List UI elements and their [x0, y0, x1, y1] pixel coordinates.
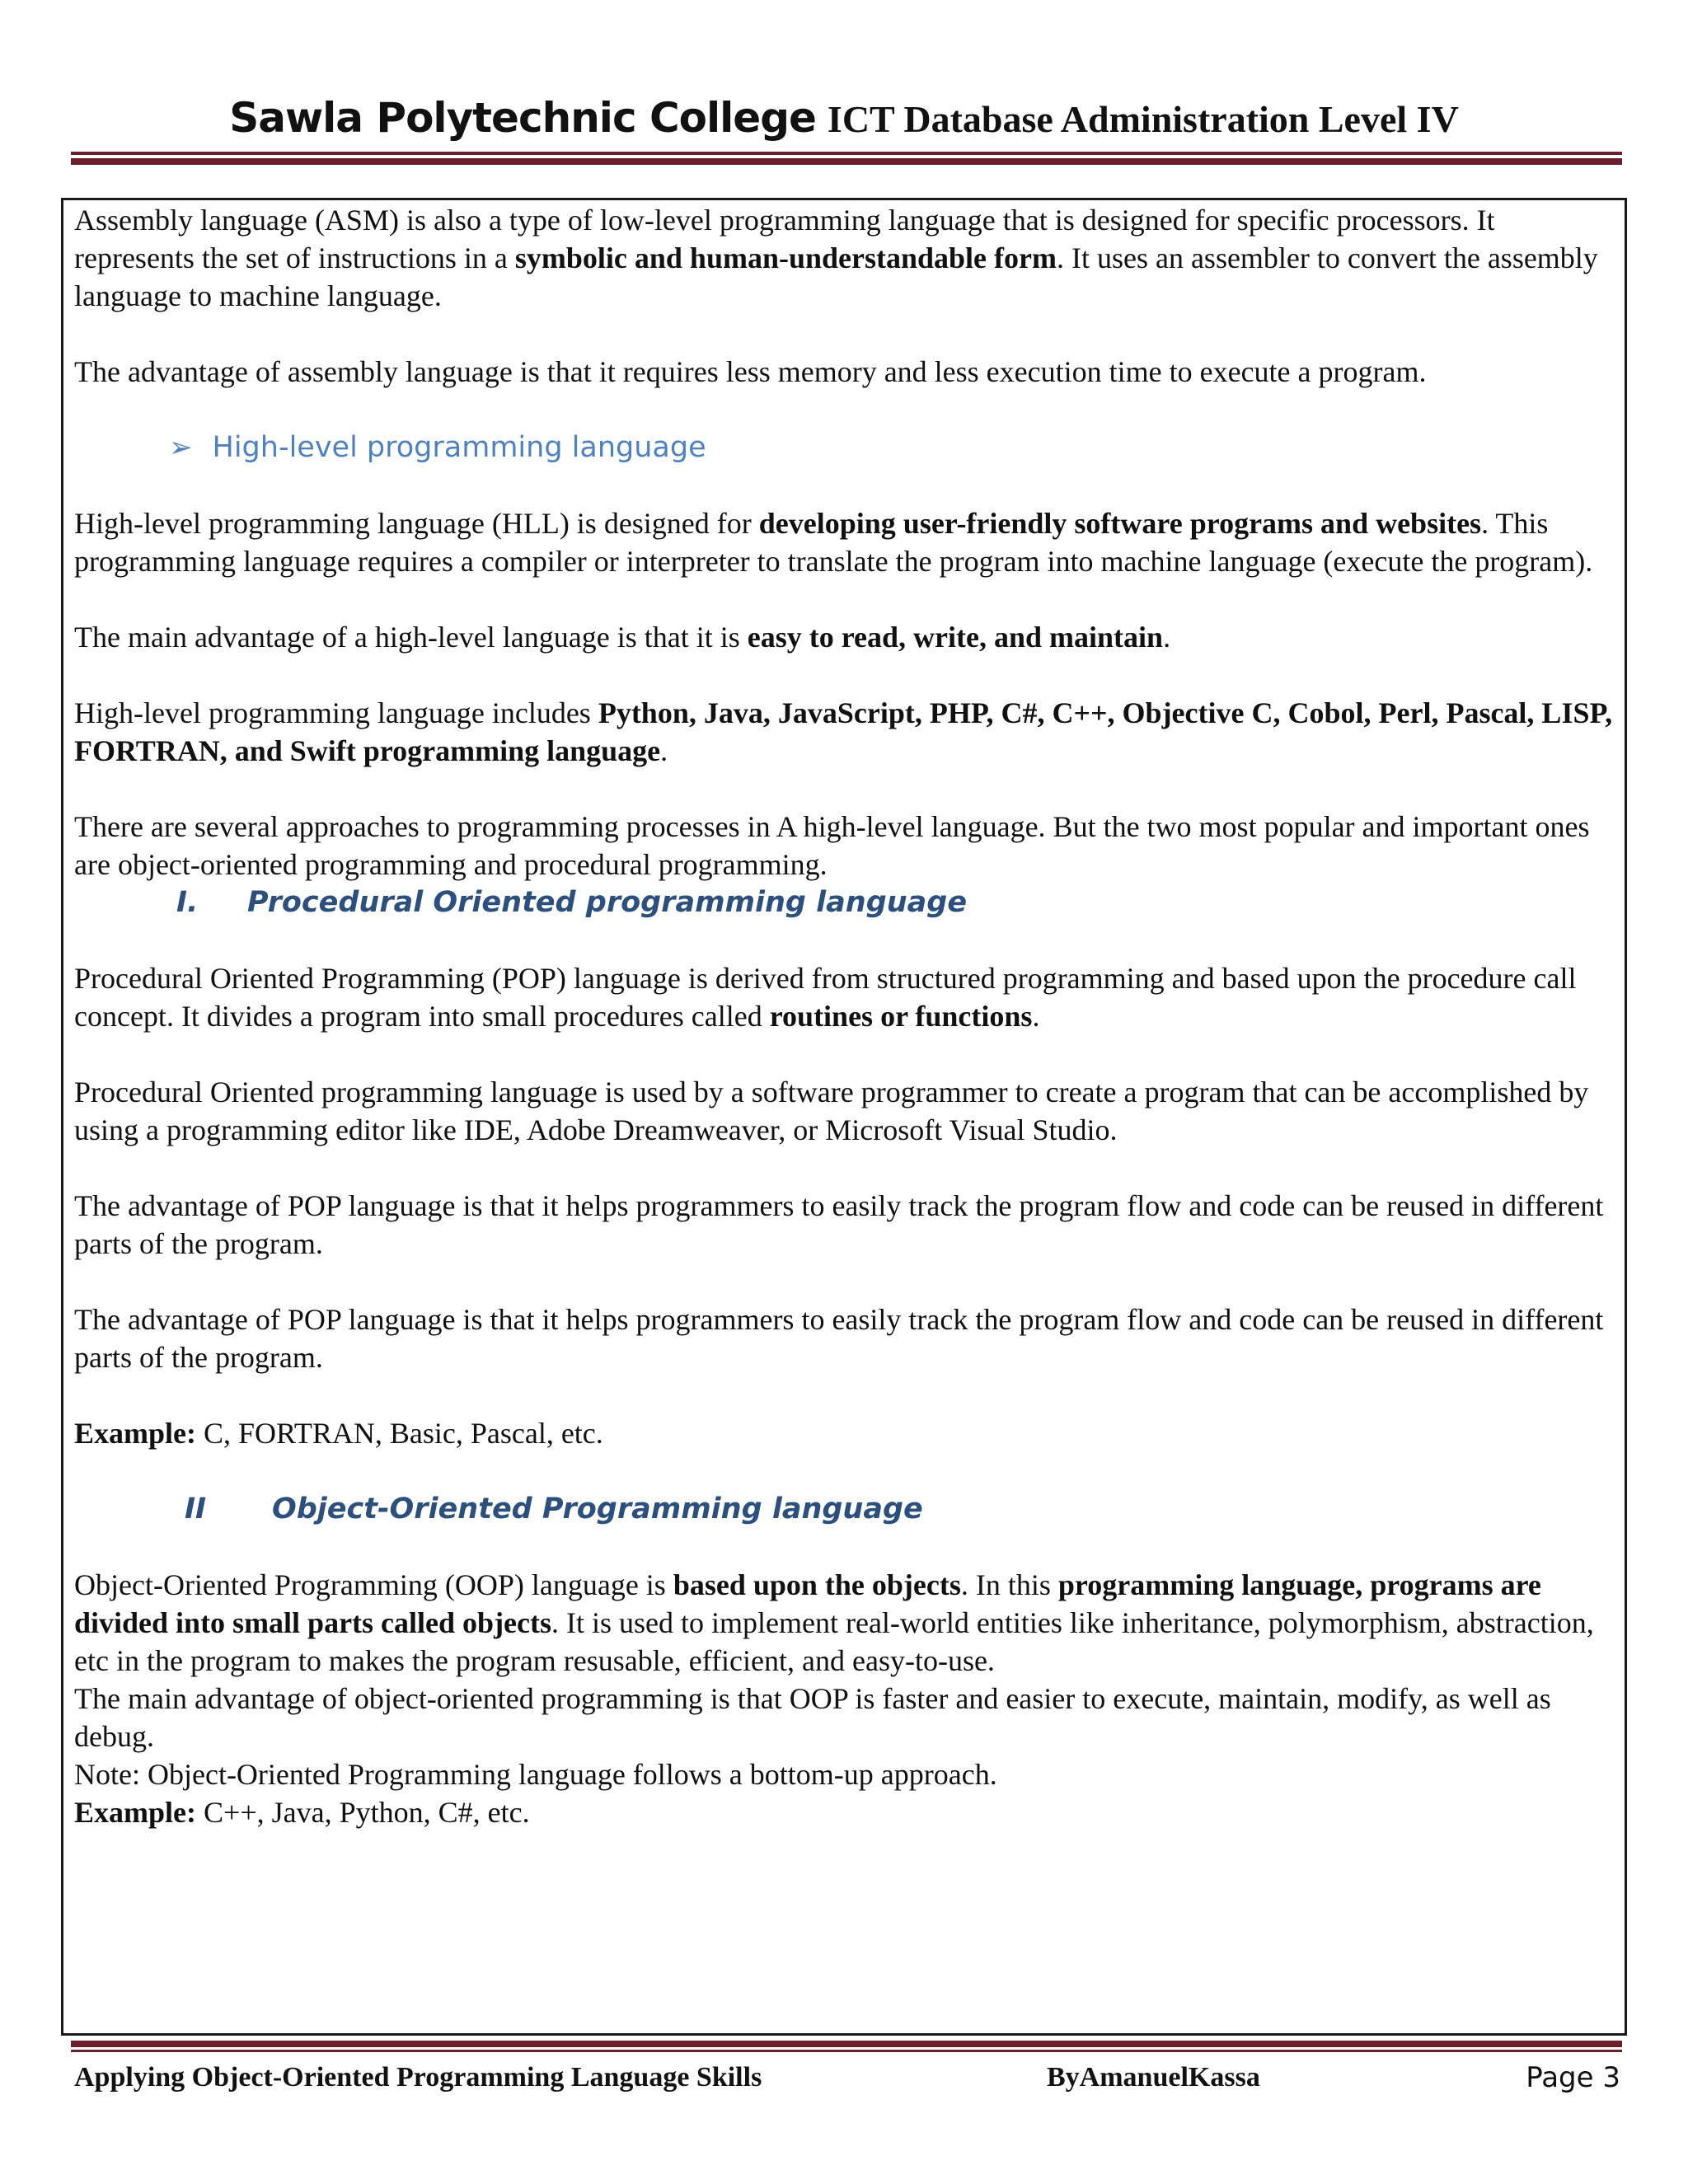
pop-example: Example: C, FORTRAN, Basic, Pascal, etc.: [74, 1417, 603, 1450]
hll-paragraph-2: The main advantage of a high-level language is that it is easy to read, write, and maintain.: [74, 621, 1171, 654]
course-title: ICT Database Administration Level IV: [827, 98, 1459, 140]
hll-paragraph-1: High-level programming language (HLL) is designed for developing user-friendly software programs and websites. This programming language requires a compiler or interpreter to translate the program into machine language (execute the program).: [74, 507, 1593, 578]
footer-rule-thick: [71, 2041, 1622, 2047]
pop-paragraph-4: The advantage of POP language is that it helps programmers to easily track the program flow and code can be reused in different parts of the program.: [74, 1303, 1604, 1374]
oop-example: Example: C++, Java, Python, C#, etc.: [74, 1796, 530, 1829]
asm-advantage: The advantage of assembly language is that it requires less memory and less execution time to execute a program.: [74, 355, 1427, 388]
pop-paragraph-3: The advantage of POP language is that it helps programmers to easily track the program flow and code can be reused in different parts of the program.: [74, 1189, 1604, 1260]
hll-paragraph-4: There are several approaches to programming processes in A high-level language. But the two most popular and important ones are object-oriented programming and procedural programming.: [74, 810, 1590, 881]
footer-rule-thin: [71, 2050, 1622, 2052]
footer-author: ByAmanuelKassa: [1047, 2062, 1260, 2093]
pop-heading: I. Procedural Oriented programming language: [176, 886, 968, 919]
page-footer: [74, 2057, 1620, 2098]
arrow-bullet-icon: ➢: [169, 431, 193, 464]
footer-title: Applying Object-Oriented Programming Language Skills: [74, 2062, 762, 2093]
header-rule-thick: [71, 158, 1622, 165]
oop-note: Note: Object-Oriented Programming language follows a bottom-up approach.: [74, 1758, 997, 1791]
header-rule-thin: [71, 152, 1622, 155]
page-header: [0, 94, 1688, 142]
oop-paragraph-2: The main advantage of object-oriented programming is that OOP is faster and easier to execute, maintain, modify, as well as debug.: [74, 1682, 1551, 1753]
hll-heading: ➢ High-level programming language: [169, 431, 706, 464]
page-body: [74, 201, 1620, 1831]
page-number: Page 3: [1526, 2061, 1620, 2094]
oop-heading: II Object-Oriented Programming language: [185, 1493, 923, 1526]
pop-paragraph-2: Procedural Oriented programming language is used by a software programmer to create a program that can be accomplished by using a programming editor like IDE, Adobe Dreamweaver, or Microsoft Visual Studio.: [74, 1076, 1589, 1146]
hll-paragraph-3: High-level programming language includes Python, Java, JavaScript, PHP, C#, C++, Objective C, Cobol, Perl, Pascal, LISP, FORTRAN, and Swift programming language.: [74, 696, 1613, 767]
college-name: Sawla Polytechnic College: [229, 94, 816, 142]
asm-paragraph: Assembly language (ASM) is also a type of low-level programming language that is designed for specific processors. It represents the set of instructions in a symbolic and human-understandable form. It uses an assembler to convert the assembly language to machine language.: [74, 204, 1598, 312]
oop-paragraph-1: Object-Oriented Programming (OOP) language is based upon the objects. In this programming language, programs are divided into small parts called objects. It is used to implement real-world entities like inheritance, polymorphism, abstraction, etc in the program to makes the program resusable, efficient, and easy-to-use.: [74, 1568, 1594, 1677]
pop-paragraph-1: Procedural Oriented Programming (POP) language is derived from structured programming and based upon the procedure call concept. It divides a program into small procedures called routines or functions.: [74, 962, 1577, 1033]
